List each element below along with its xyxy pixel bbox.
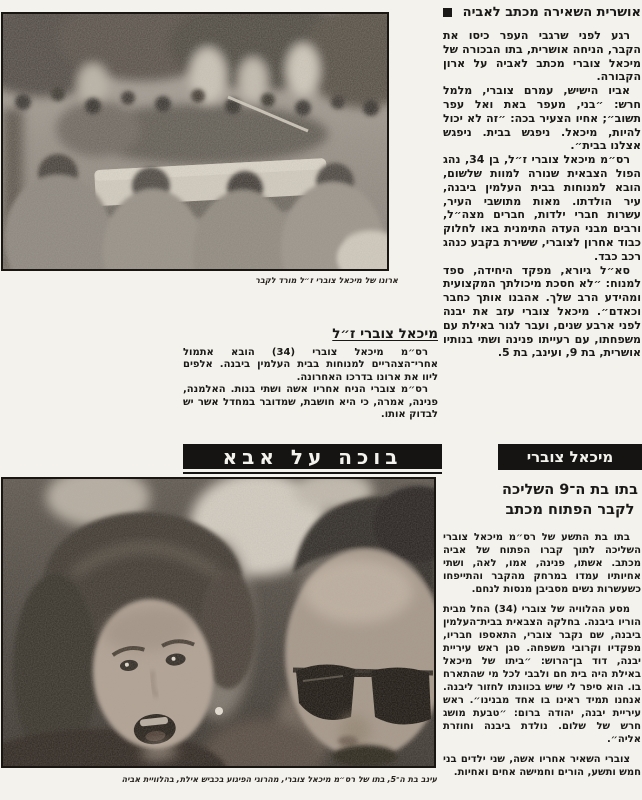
article-paragraph: רס״מ צוברי הניח אחריו אשה ושתי בנות. האלמנה, פנינה, אמרה, כי היא חושבת, שמדובר במחדל אשר יש לבדוק אותו. (183, 384, 438, 421)
article-paragraph: סא״ל גיורא, מפקד היחידה, ספד למנוח: ״לא חסכת מיכולתך המקצועית ומהידע הרב שלך. אהבנו אותך כחבר וכאדם״. מיכאל צוברי עזב את יבנה לפני ארבע שנים, ועבר לגור באילת עם משפחתו, עם רעייתו פנינה ושתי בנותיו אושרית, בת 9, ועינב, בת 5. (443, 263, 641, 360)
funeral-crowd-photo (1, 12, 389, 271)
subhead-line1: בתו בת ה־9 השליכה (502, 482, 638, 498)
article-funeral (443, 531, 641, 786)
article-obituary-headline: מיכאל צוברי ז״ל (332, 326, 438, 342)
article-paragraph: רגע לפני שרגבי העפר כיסו את הקבר, הניחה אושרית, בתו הבכורה של מיכאל צוברי מכתב לאביה על ארון הקבורה. (443, 29, 641, 84)
photo2-caption: עינב בת ה־5, בתו של רס״מ מיכאל צוברי, מהרוגי הפיגוע בכביש אילת, בהלוויית אביה (121, 775, 437, 784)
article-oshrit-headline (443, 5, 641, 20)
article-paragraph: רס״מ מיכאל צוברי ז״ל, בן 34, נהג הפול הצבאית שנורה למוות שלשום, הובא למנוחות בבית העלמין ביבנה, עיר הולדתו. מאות מתושבי העיר, עשרות חברי ילדות, חברים מצה״ל, ורבים מבני העדה התימנית באו לחלוק כבוד אחרון לצוברי, ששירת בקבע כנהג רכב כבד. (443, 153, 641, 263)
kicker-box: מיכאל צוברי (498, 444, 642, 470)
article-oshrit-headline-text: אושרית השאירה מכתב לאביה (462, 5, 641, 20)
square-bullet-icon (443, 8, 452, 17)
bottom-article-subhead (498, 480, 642, 520)
article-oshrit (443, 5, 641, 360)
article-obituary (183, 326, 438, 421)
subhead-line2: לקבר הפתוח מכתב (505, 502, 635, 518)
crying-girl-photo-art (3, 479, 434, 766)
bar-headline: בוכה על אבא (183, 444, 442, 469)
article-paragraph: צוברי השאיר אחריו אשה, שני ילדים בני חמש ותשע, הורים וחמישה אחים ואחיות. (443, 754, 641, 778)
bar-headline-rule (183, 472, 442, 474)
funeral-crowd-photo-art (3, 14, 387, 269)
article-paragraph: רס״מ מיכאל צוברי (34) הובא אתמול אחרי־הצהריים למנוחות בבית העלמין ביבנה. אלפים ליוו את ארונו בדרכו האחרונה. (183, 347, 438, 383)
crying-girl-photo (1, 477, 436, 768)
article-paragraph: אביו הישיש, עמרם צוברי, מלמל חרש: ״בני, מעפר באת ואל עפר תשוב״; אחיו הצעיר בכה: ״זה לא יכול להיות, מיכאל. ניפגש בבית. ניפגש אצלנו בבית״. (443, 84, 641, 153)
article-paragraph: מסע ההלוויה של צוברי (34) החל מבית הוריו ביבנה. בחלקה הצבאית בבית־העלמין ביבנה, שם נקבר צוברי, התאספו חבריו, מפקדיו וקרובי משפחה. סגן ראש עיריית יבנה, דוד בן־הרוש: ״ביתו של מיכאל באילת היה בית חם ולבבי לכל מי שהתארח בו. הוא סיפר לי שיש בכוונתו לחזור ליבנה. אנחנו תמיד ראינו בו אחד מבנינו״. ראש עיריית יבנה, יהודה ברום: ״טבעת מושג חרש של שלום. נולדת ביבנה וחוזרת אליה״. (443, 604, 641, 745)
photo1-caption: ארונו של מיכאל צוברי ז״ל מורד לקבר (255, 276, 398, 285)
article-paragraph: בתו בת התשע של רס״מ מיכאל צוברי השליכה לתוך קברו הפתוח של אביה מכתב. אשתו, פנינה, אמו, לאה, ושתי אחיותיו עמדו במרחק מהקבר והתייפחו כשעשרות נשים מסביבן מנסות לנחם. (443, 532, 641, 595)
